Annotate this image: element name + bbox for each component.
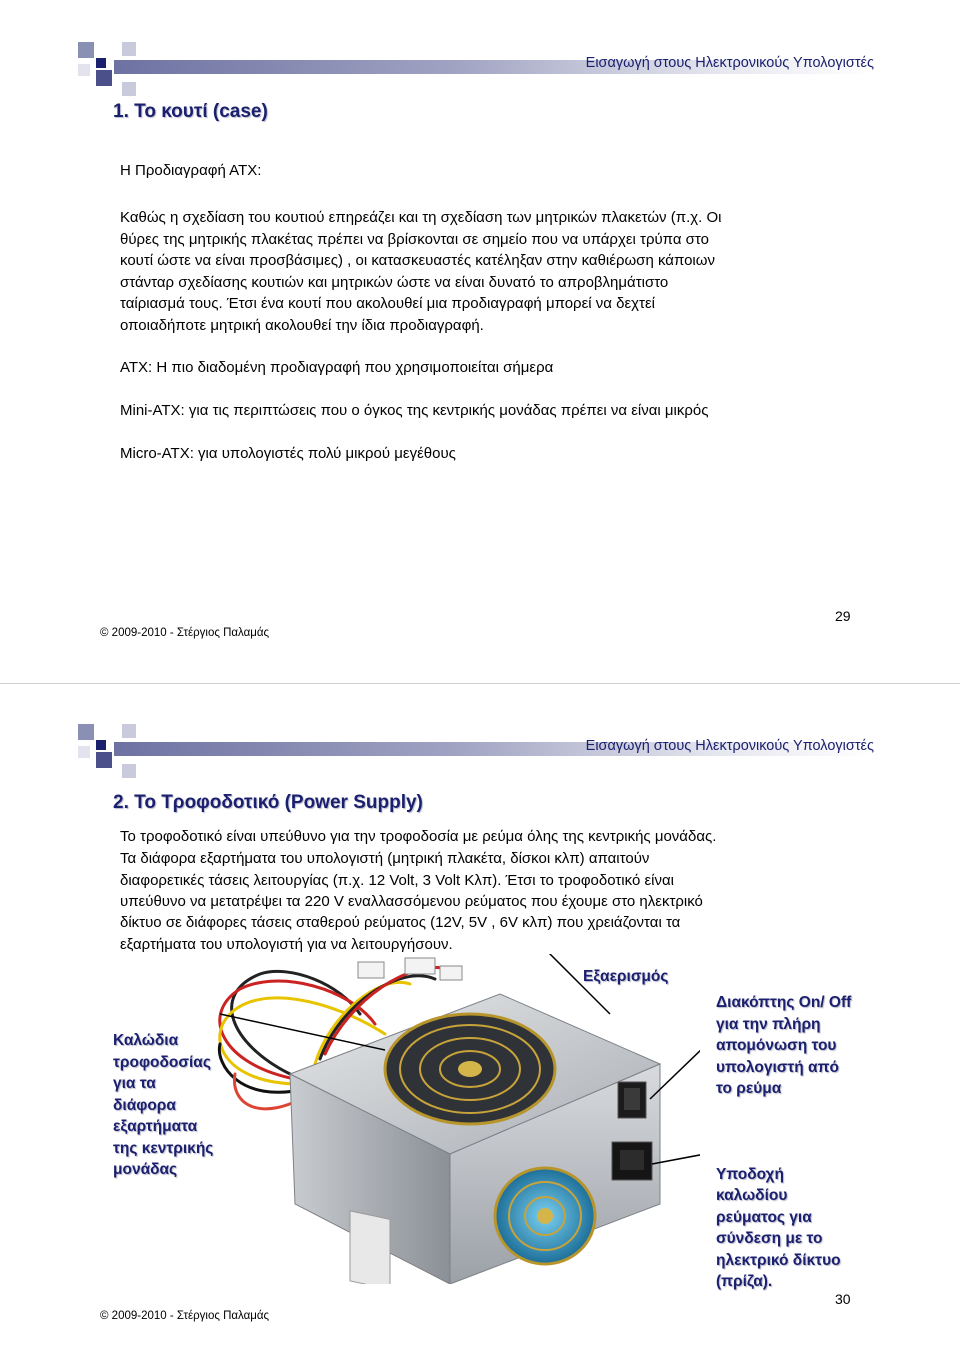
paragraph-line: Τα διάφορα εξαρτήματα του υπολογιστή (μητρική πλακέτα, δίσκοι κλπ) απαιτούν	[120, 850, 650, 867]
label-socket-line: σύνδεση με το	[716, 1230, 823, 1247]
paragraph-line: στάνταρ σχεδίασης κουτιών και μητρικών ώστε να είναι δυνατό το απροβλημάτιστο	[120, 274, 669, 291]
label-cables-line: της κεντρικής	[113, 1140, 214, 1157]
footer-copyright: © 2009-2010 - Στέργιος Παλαμάς	[100, 1310, 270, 1322]
label-switch-line: υπολογιστή από	[716, 1059, 839, 1076]
label-socket-line: Υποδοχή	[716, 1166, 784, 1183]
deco-square	[96, 58, 106, 68]
label-switch-line: απομόνωση του	[716, 1037, 837, 1054]
paragraph-line: Το τροφοδοτικό είναι υπεύθυνο για την τροφοδοσία με ρεύμα όλης της κεντρικής μονάδας.	[120, 828, 717, 845]
micro-atx-definition: Micro-ΑΤΧ: για υπολογιστές πολύ μικρού μεγέθους	[120, 445, 456, 462]
label-socket-line: ρεύματος για	[716, 1209, 812, 1226]
paragraph-line: υπεύθυνο να μετατρέψει τα 220 V εναλλασσόμενου ρεύματος που έχουμε στο ηλεκτρικό	[120, 893, 703, 910]
paragraph-line: Καθώς η σχεδίαση του κουτιού επηρεάζει και τη σχεδίαση των μητρικών πλακετών (π.χ. Οι	[120, 209, 722, 226]
deco-square	[122, 42, 136, 56]
deco-square	[96, 752, 112, 768]
page-number: 29	[835, 608, 851, 624]
label-cables-line: τροφοδοσίας	[113, 1054, 211, 1071]
label-socket-line: καλωδίου	[716, 1187, 788, 1204]
deco-square	[122, 724, 136, 738]
paragraph-line: εξαρτήματα του υπολογιστή για να λειτουργήσουν.	[120, 936, 453, 953]
deco-square	[122, 764, 136, 778]
paragraph-line: δίκτυο σε διάφορες τάσεις σταθερού ρεύματος (12V, 5V , 6V κλπ) που χρειάζονται τα	[120, 914, 681, 931]
label-socket-line: ηλεκτρικό δίκτυο	[716, 1252, 841, 1269]
slide-title: 1. Το κουτί (case)	[113, 101, 268, 122]
connector	[440, 966, 462, 980]
deco-square	[78, 64, 90, 76]
paragraph-line: κουτί ώστε να είναι προσβάσιμες) , οι κατασκευαστές κατέληξαν στην καθιέρωση κάποιων	[120, 252, 715, 269]
deco-square	[96, 70, 112, 86]
label-cables-line: εξαρτήματα	[113, 1118, 198, 1135]
course-title: Εισαγωγή στους Ηλεκτρονικούς Υπολογιστές	[585, 738, 874, 754]
label-cables-line: διάφορα	[113, 1097, 176, 1114]
label-switch-line: Διακόπτης On/ Off	[716, 994, 852, 1011]
course-title: Εισαγωγή στους Ηλεκτρονικούς Υπολογιστές	[585, 55, 874, 71]
paragraph-line: θύρες της μητρικής πλακέτας πρέπει να βρίσκονται σε σημείο που να υπάρχει τρύπα στο	[120, 231, 709, 248]
label-switch-line: το ρεύμα	[716, 1080, 782, 1097]
deco-square	[78, 746, 90, 758]
paragraph-line: διαφορετικές τάσεις λειτουργίας (π.χ. 12 Volt, 3 Volt Κλπ). Έτσι το τροφοδοτικό είναι	[120, 872, 674, 889]
connector	[358, 962, 384, 978]
mini-atx-definition: Mini-ΑΤΧ: για τις περιπτώσεις που ο όγκος της κεντρικής μονάδας πρέπει να είναι μικρός	[120, 402, 709, 419]
footer-copyright: © 2009-2010 - Στέργιος Παλαμάς	[100, 627, 270, 639]
power-supply-photo	[200, 954, 700, 1284]
atx-definition: ΑΤΧ: Η πιο διαδομένη προδιαγραφή που χρησιμοποιείται σήμερα	[120, 359, 554, 376]
deco-square	[122, 82, 136, 96]
label-cables-line: για τα	[113, 1075, 156, 1092]
slide-title: 2. Το Τροφοδοτικό (Power Supply)	[113, 792, 423, 813]
page-number: 30	[835, 1291, 851, 1307]
label-socket-line: (πρίζα).	[716, 1273, 773, 1290]
subtitle: Η Προδιαγραφή ΑΤΧ:	[120, 162, 262, 179]
connector	[405, 958, 435, 974]
label-cables-line: μονάδας	[113, 1161, 178, 1178]
slide-29	[0, 0, 960, 683]
label-cables-line: Καλώδια	[113, 1032, 179, 1049]
paragraph-line: οποιαδήποτε μητρική ακολουθεί την ίδια προδιαγραφή.	[120, 317, 484, 334]
slide-30	[0, 684, 960, 1367]
deco-square	[78, 42, 94, 58]
deco-square	[78, 724, 94, 740]
deco-square	[96, 740, 106, 750]
label-switch-line: για την πλήρη	[716, 1016, 821, 1033]
paragraph-line: ταίριασμά τους. Έτσι ένα κουτί που ακολουθεί μια προδιαγραφή μπορεί να δεχτεί	[120, 295, 655, 312]
label-fan: Εξαερισμός	[583, 968, 669, 985]
